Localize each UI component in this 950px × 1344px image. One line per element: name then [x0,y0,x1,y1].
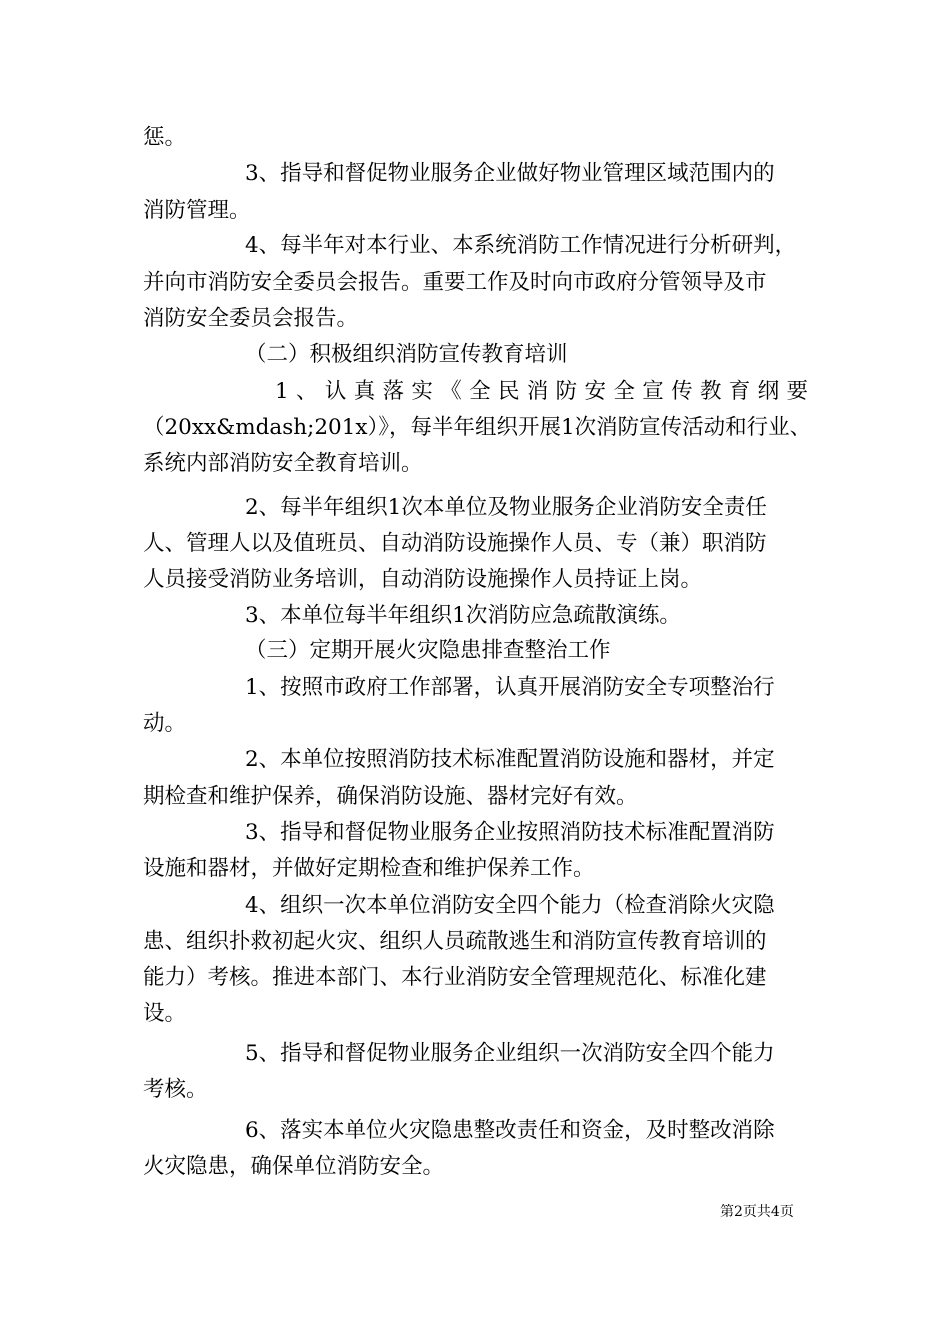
paragraph-line: 3、指导和督促物业服务企业按照消防技术标准配置消防 [245,820,775,845]
paragraph-line: 设。 [143,1001,187,1026]
paragraph-line: 设施和器材，并做好定期检查和维护保养工作。 [143,856,595,881]
paragraph-line: 3、指导和督促物业服务企业做好物业管理区域范围内的 [245,161,775,186]
paragraph-line: 动。 [143,711,187,736]
paragraph-line: 能力）考核。推进本部门、本行业消防安全管理规范化、标准化建 [143,965,767,990]
paragraph-line: 2、每半年组织1次本单位及物业服务企业消防安全责任 [245,495,767,520]
paragraph-line: 系统内部消防安全教育培训。 [143,451,423,476]
paragraph-line: 火灾隐患，确保单位消防安全。 [143,1154,445,1179]
paragraph-line: 消防安全委员会报告。 [143,306,359,331]
paragraph-line: 1、认真落实《全民消防安全宣传教育纲要 [275,379,808,404]
paragraph-line: 期检查和维护保养，确保消防设施、器材完好有效。 [143,784,638,809]
paragraph-line: 3、本单位每半年组织1次消防应急疏散演练。 [245,603,681,628]
paragraph-line: （20xx&mdash;201x）》，每半年组织开展1次消防宣传活动和行业、 [143,415,812,440]
paragraph-line: 4、每半年对本行业、本系统消防工作情况进行分析研判， [245,233,797,258]
paragraph-line: 患、组织扑救初起火灾、组织人员疏散逃生和消防宣传教育培训的 [143,929,767,954]
paragraph-line: 人员接受消防业务培训，自动消防设施操作人员持证上岗。 [143,567,703,592]
paragraph-line: 4、组织一次本单位消防安全四个能力（检查消除火灾隐 [245,893,775,918]
paragraph-line: 考核。 [143,1077,208,1102]
paragraph-line: 消防管理。 [143,198,251,223]
paragraph-line: 惩。 [143,125,187,150]
paragraph-line: 6、落实本单位火灾隐患整改责任和资金，及时整改消除 [245,1118,775,1143]
paragraph-line: 5、指导和督促物业服务企业组织一次消防安全四个能力 [245,1041,775,1066]
paragraph-line: 2、本单位按照消防技术标准配置消防设施和器材，并定 [245,747,775,772]
section-heading: （二）积极组织消防宣传教育培训 [245,342,568,367]
paragraph-line: 人、管理人以及值班员、自动消防设施操作人员、专（兼）职消防 [143,531,767,556]
paragraph-line: 1、按照市政府工作部署，认真开展消防安全专项整治行 [245,675,775,700]
page-number-footer: 第2页共4页 [720,1204,794,1220]
section-heading: （三）定期开展火灾隐患排查整治工作 [245,638,611,663]
paragraph-line: 并向市消防安全委员会报告。重要工作及时向市政府分管领导及市 [143,270,767,295]
